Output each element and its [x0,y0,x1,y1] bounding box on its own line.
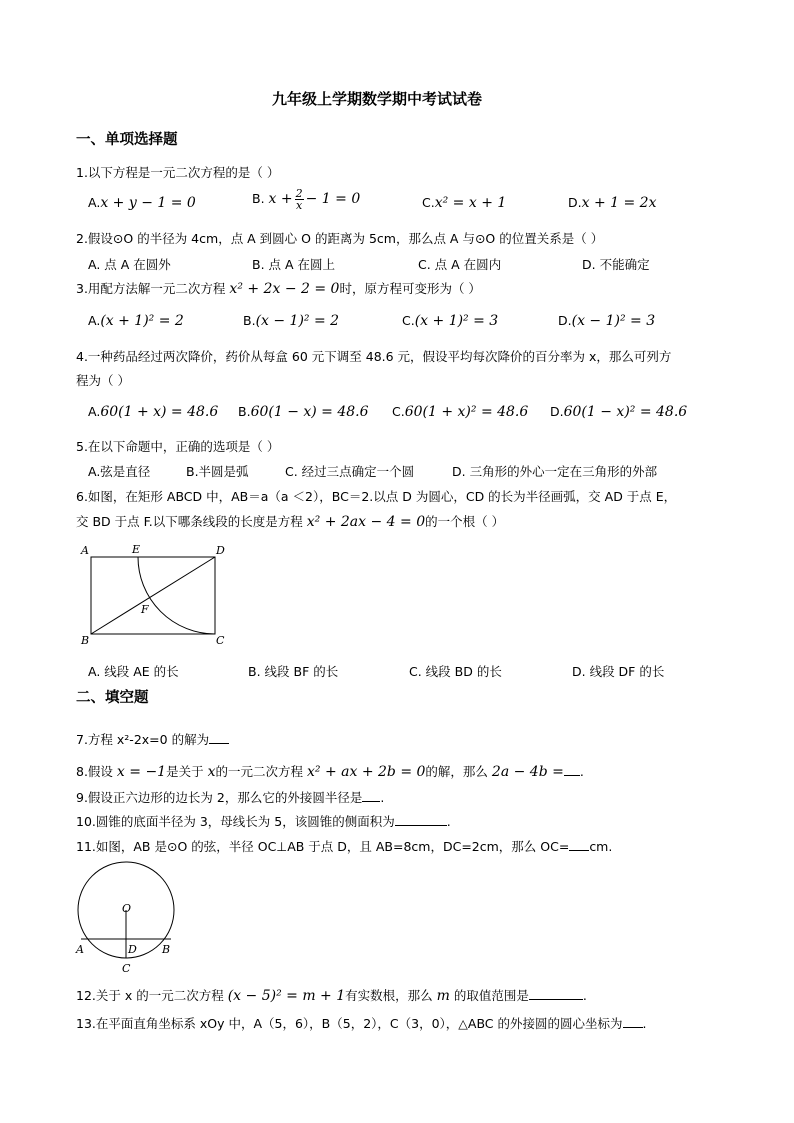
q4-option-a[interactable]: A.60(1 + x) = 48.6 [88,404,219,420]
question-11: 11.如图，AB 是⊙O 的弦，半径 OC⊥AB 于点 D，且 AB=8cm，DC=2cm，那么 OC= cm. [76,839,613,854]
section-heading-choice: 一、单项选择题 [76,132,178,148]
answer-blank[interactable] [623,1016,643,1028]
q5-option-d[interactable]: D. 三角形的外心一定在三角形的外部 [452,464,658,479]
q11-label-d: D [128,943,137,956]
q5-option-b[interactable]: B.半圆是弧 [186,464,249,479]
q6-label-c: C [216,634,225,647]
question-6-stem-line2: 交 BD 于点 F.以下哪条线段的长度是方程 x² + 2ax − 4 = 0的一个根（ ） [76,514,505,530]
answer-blank[interactable] [529,988,583,1000]
question-3-stem: 3.用配方法解一元二次方程 x² + 2x − 2 = 0时，原方程可变形为（ ） [76,281,481,297]
question-12: 12.关于 x 的一元二次方程 (x − 5)² = m + 1有实数根，那么 m 的取值范围是 . [76,988,587,1004]
q6-label-b: B [81,634,90,647]
q3-option-c[interactable]: C.(x + 1)² = 3 [402,313,499,329]
question-4-stem-line1: 4.一种药品经过两次降价，药价从每盒 60 元下调至 48.6 元，假设平均每次降价的百分率为 x，那么可列方 [76,349,672,364]
question-2-stem: 2.假设⊙O 的半径为 4cm，点 A 到圆心 O 的距离为 5cm，那么点 A 与⊙O 的位置关系是（ ） [76,231,604,246]
q6-label-a: A [81,544,89,557]
answer-blank[interactable] [569,839,589,851]
q11-circle-figure [70,860,190,978]
answer-blank[interactable] [209,732,229,744]
q6-label-e: E [132,543,141,556]
page-title: 九年级上学期数学期中考试试卷 [272,90,483,108]
q5-option-c[interactable]: C. 经过三点确定一个圆 [285,464,415,479]
q2-option-a[interactable]: A. 点 A 在圆外 [88,257,171,272]
question-1-stem: 1.以下方程是一元二次方程的是（ ） [76,165,280,180]
q6-option-b[interactable]: B. 线段 BF 的长 [248,664,339,679]
answer-blank[interactable] [362,790,380,802]
q5-option-a[interactable]: A.弦是直径 [88,464,151,479]
answer-blank[interactable] [395,814,447,826]
q6-rectangle-figure [76,540,236,650]
question-4-stem-line2: 程为（ ） [76,373,130,388]
q6-label-f: F [141,603,149,616]
q6-option-d[interactable]: D. 线段 DF 的长 [572,664,665,679]
q2-option-c[interactable]: C. 点 A 在圆内 [418,257,502,272]
section-heading-fill-in: 二、填空题 [76,690,149,706]
q11-label-b: B [162,943,171,956]
question-10: 10.圆锥的底面半径为 3，母线长为 5，该圆锥的侧面积为 . [76,814,451,829]
q2-option-d[interactable]: D. 不能确定 [582,257,650,272]
q6-option-c[interactable]: C. 线段 BD 的长 [409,664,502,679]
fraction: $\frac{2}{x}$ [295,187,303,212]
q2-option-b[interactable]: B. 点 A 在圆上 [252,257,336,272]
q1-option-b[interactable]: B. x + $\frac{2}{x}$ − 1 = 0 [252,187,361,212]
answer-blank[interactable] [564,764,580,776]
q1-option-c[interactable]: C.x² = x + 1 [422,195,507,211]
question-13: 13.在平面直角坐标系 xOy 中，A（5，6），B（5，2），C（3，0），△ABC 的外接圆的圆心坐标为 . [76,1016,647,1031]
q11-label-c: C [122,962,131,975]
q4-option-c[interactable]: C.60(1 + x)² = 48.6 [392,404,529,420]
q6-option-a[interactable]: A. 线段 AE 的长 [88,664,179,679]
q3-option-d[interactable]: D.(x − 1)² = 3 [558,313,656,329]
question-9: 9.假设正六边形的边长为 2，那么它的外接圆半径是 . [76,790,385,805]
q6-label-d: D [216,544,225,557]
q3-option-a[interactable]: A.(x + 1)² = 2 [88,313,184,329]
question-8: 8.假设 x = −1是关于 x的一元二次方程 x² + ax + 2b = 0的解，那么 2a − 4b = . [76,764,584,780]
q3-option-b[interactable]: B.(x − 1)² = 2 [243,313,340,329]
question-6-stem-line1: 6.如图，在矩形 ABCD 中，AB＝a（a ＜2），BC＝2.以点 D 为圆心，CD 的长为半径画弧，交 AD 于点 E， [76,489,677,504]
q4-option-d[interactable]: D.60(1 − x)² = 48.6 [550,404,688,420]
question-7: 7.方程 x²-2x=0 的解为 [76,730,229,748]
q1-option-d[interactable]: D.x + 1 = 2x [568,195,657,211]
q11-label-a: A [76,943,84,956]
q11-label-o: O [122,902,132,915]
q4-option-b[interactable]: B.60(1 − x) = 48.6 [238,404,369,420]
q1-option-a[interactable]: A.x + y − 1 = 0 [88,195,196,211]
question-5-stem: 5.在以下命题中，正确的选项是（ ） [76,439,280,454]
